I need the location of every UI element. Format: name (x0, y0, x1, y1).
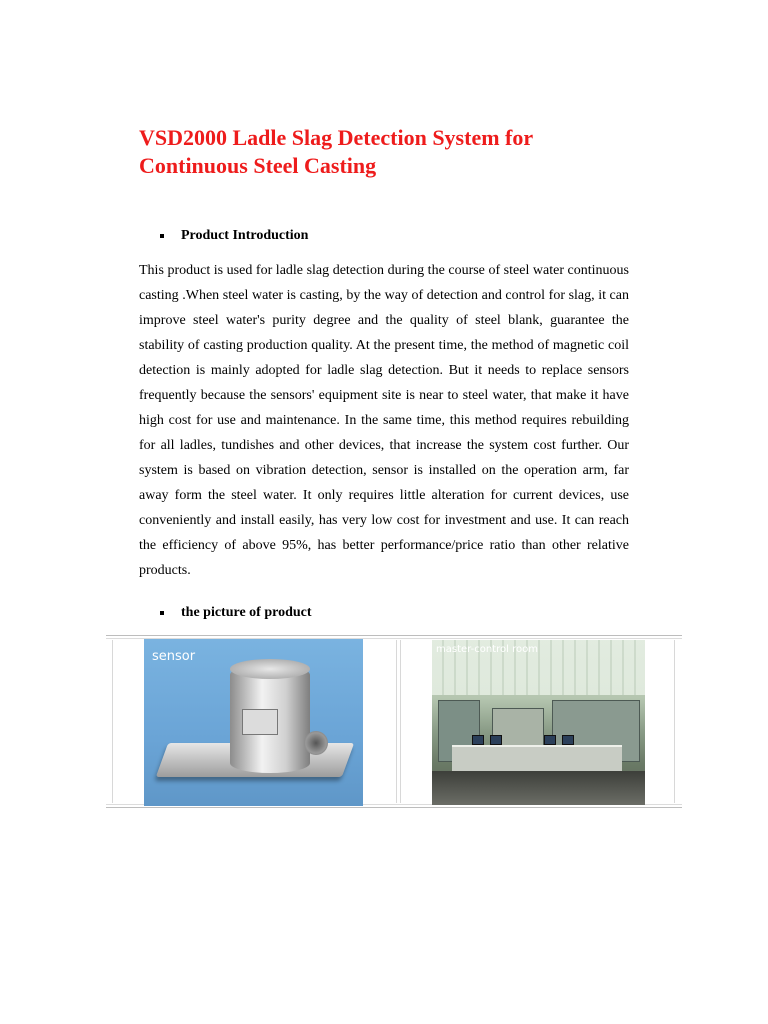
section-heading-picture-of-product (160, 604, 312, 622)
sensor-nameplate (242, 709, 278, 735)
section-heading-label: Product Introduction (181, 228, 309, 243)
section-heading-product-introduction (160, 227, 308, 245)
intro-paragraph: This product is used for ladle slag detection during the course of steel water continuous casting .When steel water is casting, by the way of detection and control for slag, it can improve steel water's purity degree and the quality of steel blank, guarantee the stability of casting production quality. At the present time, the method of magnetic coil detection is mainly adopted for ladle slag detection. But it needs to replace sensors frequently because the sensors' equipment site is near to steel water, that make it have high cost for use and maintenance. In the same time, this method requires rebuilding for all ladles, tundishes and other devices, that increase the system cost further. Our system is based on vibration detection, sensor is installed on the operation arm, far away form the steel water. It only requires little alteration for current devices, use conveniently and install easily, has very low cost for investment and use. It can reach the efficiency of above 95%, has better performance/price ratio than other relative products. (139, 263, 629, 578)
operator-desk (452, 745, 622, 773)
page-title: VSD2000 Ladle Slag Detection System for Continuous Steel Casting (139, 125, 533, 178)
monitor (562, 735, 574, 745)
control-room-photo-label: master-control room (436, 644, 538, 655)
sensor-photo (144, 639, 363, 806)
control-room-photo (432, 640, 645, 805)
section-heading-label: the picture of product (181, 605, 312, 620)
sensor-cylinder-top (230, 659, 310, 679)
square-bullet-icon (160, 234, 164, 238)
monitor (490, 735, 502, 745)
monitor (544, 735, 556, 745)
sensor-connector (304, 731, 328, 755)
sensor-photo-label: sensor (152, 649, 196, 664)
monitor (472, 735, 484, 745)
cell-divider (674, 640, 675, 803)
cell-divider (400, 640, 401, 803)
square-bullet-icon (160, 611, 164, 615)
product-photo-table (106, 635, 682, 808)
cell-divider (396, 640, 397, 803)
floor (432, 771, 645, 805)
cell-divider (112, 640, 113, 803)
